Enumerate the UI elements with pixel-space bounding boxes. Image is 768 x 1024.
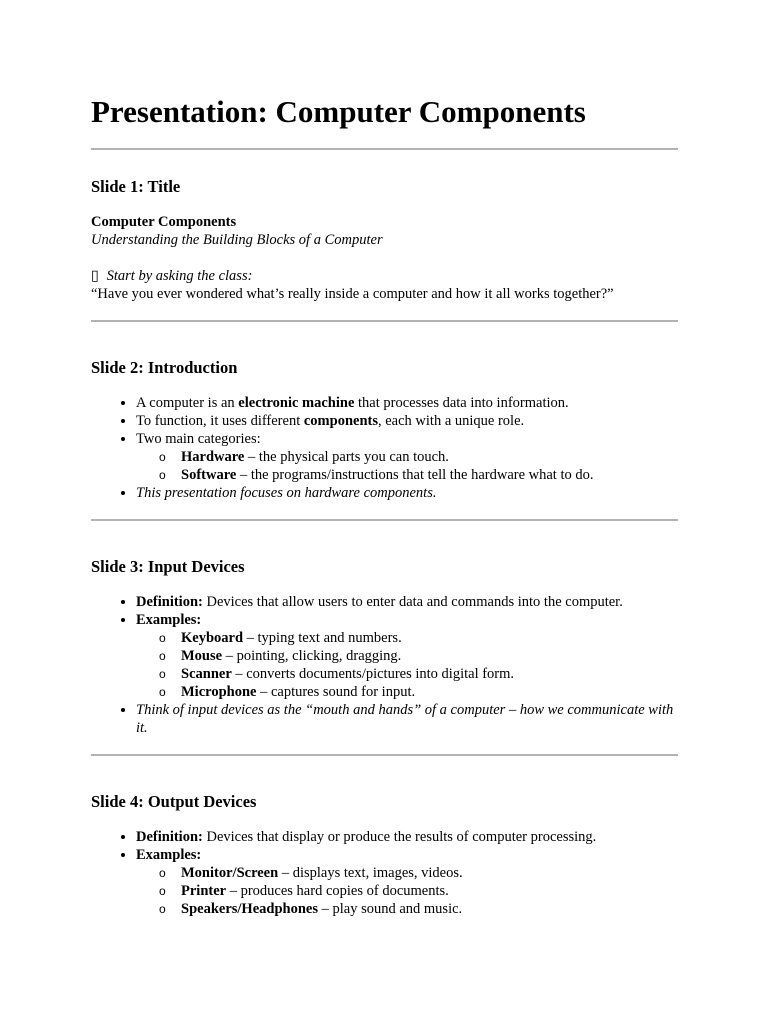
text: Two main categories: bbox=[136, 431, 261, 447]
text-bold: Examples: bbox=[136, 612, 202, 628]
sub-list-item bbox=[159, 864, 678, 882]
slide-1-prompt-line bbox=[91, 267, 678, 285]
text-bold: Scanner bbox=[181, 666, 232, 682]
text-bold: Definition: bbox=[136, 594, 203, 610]
sub-list-item bbox=[159, 683, 678, 701]
slide-3-list bbox=[91, 593, 678, 737]
bullet-o-icon: o bbox=[159, 667, 166, 681]
bullet-o-icon: o bbox=[159, 631, 166, 645]
text: – converts documents/pictures into digital form. bbox=[231, 666, 515, 682]
list-item: • Think of input devices as the “mouth and hands” of a computer – how we communicate with it. bbox=[136, 701, 678, 737]
bullet-o-icon: o bbox=[159, 468, 166, 482]
text: – produces hard copies of documents. bbox=[226, 883, 449, 899]
text: Devices that display or produce the results of computer processing. bbox=[202, 829, 597, 845]
divider-wrap bbox=[91, 737, 678, 756]
text-bold: Mouse bbox=[181, 648, 223, 664]
sub-list-item bbox=[159, 900, 678, 918]
sub-list-item bbox=[159, 665, 678, 683]
slide-1-section bbox=[91, 177, 678, 303]
slide-4-section bbox=[91, 756, 678, 918]
slide-1-prompt-block bbox=[91, 267, 678, 303]
sub-list bbox=[136, 448, 678, 484]
sub-list-item bbox=[159, 647, 678, 665]
text: – captures sound for input. bbox=[256, 684, 416, 700]
text: – typing text and numbers. bbox=[243, 630, 402, 646]
text-bold: Printer bbox=[181, 883, 227, 899]
text: – the physical parts you can touch. bbox=[244, 449, 449, 465]
slide-1-main-title: Computer Components bbox=[91, 214, 237, 230]
bullet-o-icon: o bbox=[159, 685, 166, 699]
slide-1-prompt: Start by asking the class: bbox=[106, 268, 253, 284]
slide-1-question: “Have you ever wondered what’s really inside a computer and how it all works together?” bbox=[91, 286, 614, 302]
slide-2-list bbox=[91, 394, 678, 502]
text: – pointing, clicking, dragging. bbox=[222, 648, 402, 664]
list-item: • This presentation focuses on hardware components. bbox=[136, 484, 678, 502]
document-title: Presentation: Computer Components bbox=[91, 94, 586, 129]
slide-4-list bbox=[91, 828, 678, 918]
divider-wrap bbox=[91, 502, 678, 521]
list-item bbox=[136, 846, 678, 918]
text: – play sound and music. bbox=[317, 901, 463, 917]
text-bold: Speakers/Headphones bbox=[181, 901, 318, 917]
list-item bbox=[136, 430, 678, 484]
text-bold: Microphone bbox=[181, 684, 257, 700]
slide-2-heading: Slide 2: Introduction bbox=[91, 358, 238, 377]
text-bold: Monitor/Screen bbox=[181, 865, 279, 881]
bullet-o-icon: o bbox=[159, 866, 166, 880]
text-bold: components bbox=[303, 413, 378, 429]
bullet-o-icon: o bbox=[159, 902, 166, 916]
slide-3-section bbox=[91, 521, 678, 737]
sub-list-item bbox=[159, 882, 678, 900]
text: – displays text, images, videos. bbox=[278, 865, 463, 881]
sub-list-item bbox=[159, 466, 678, 484]
bullet-o-icon: o bbox=[159, 649, 166, 663]
slide-3-heading: Slide 3: Input Devices bbox=[91, 557, 245, 576]
lightbulb-icon: ▯ bbox=[91, 268, 99, 284]
sub-list-item bbox=[159, 448, 678, 466]
sub-list bbox=[136, 629, 678, 701]
text-bold: Examples: bbox=[136, 847, 202, 863]
list-item bbox=[136, 394, 678, 412]
text: , each with a unique role. bbox=[377, 413, 525, 429]
list-item bbox=[136, 593, 678, 611]
text-bold: Software bbox=[181, 467, 237, 483]
slide-1-heading: Slide 1: Title bbox=[91, 177, 181, 196]
text-bold: electronic machine bbox=[238, 395, 355, 411]
text: A computer is an bbox=[136, 395, 239, 411]
text: – the programs/instructions that tell the hardware what to do. bbox=[236, 467, 594, 483]
text: that processes data into information. bbox=[354, 395, 569, 411]
divider bbox=[91, 148, 678, 150]
text: Devices that allow users to enter data and commands into the computer. bbox=[202, 594, 623, 610]
bullet-o-icon: o bbox=[159, 450, 166, 464]
slide-4-heading: Slide 4: Output Devices bbox=[91, 792, 257, 811]
list-item bbox=[136, 828, 678, 846]
text-bold: Definition: bbox=[136, 829, 203, 845]
divider-wrap bbox=[91, 303, 678, 322]
text-bold: Hardware bbox=[181, 449, 245, 465]
text: To function, it uses different bbox=[136, 413, 304, 429]
sub-list-item bbox=[159, 629, 678, 647]
text-bold: Keyboard bbox=[181, 630, 244, 646]
slide-1-subtitle: Understanding the Building Blocks of a Computer bbox=[91, 232, 383, 248]
bullet-o-icon: o bbox=[159, 884, 166, 898]
list-item bbox=[136, 412, 678, 430]
list-item bbox=[136, 611, 678, 701]
slide-2-section bbox=[91, 322, 678, 502]
sub-list bbox=[136, 864, 678, 918]
